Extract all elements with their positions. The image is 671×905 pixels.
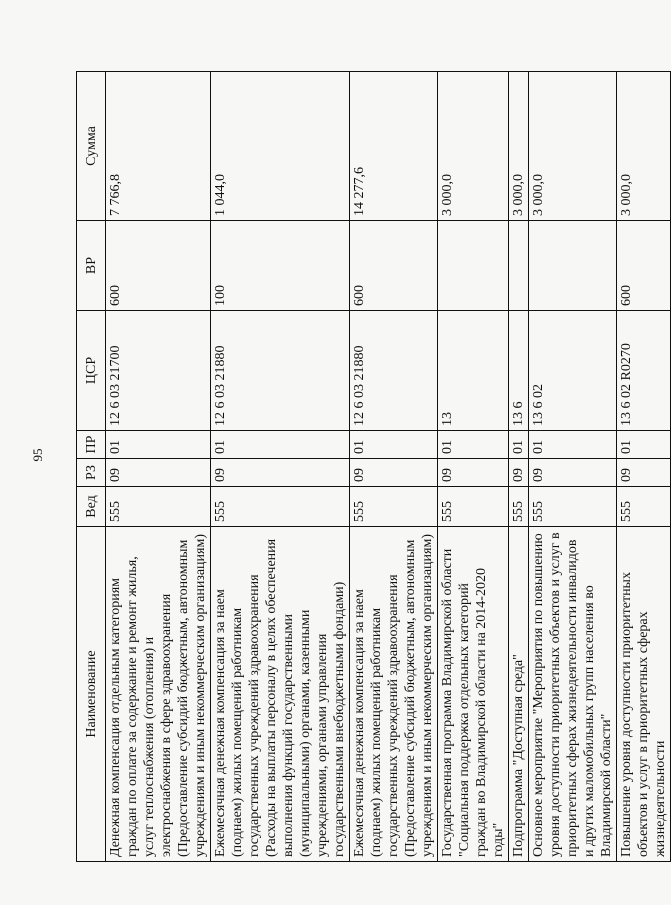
cell-csr: 13 6 02 [529, 311, 617, 431]
cell-name: Ежемесячная денежная компенсация за наем (поднаем) жилых помещений работникам государственных учреждений здравоохранения (Предоставление субсидий бюджетным, автономным учреждениям и иным некоммерческим организациям) [350, 527, 438, 862]
cell-rz: 09 [211, 459, 350, 487]
cell-csr: 12 6 03 21880 [211, 311, 350, 431]
budget-table [76, 71, 671, 862]
cell-ved: 555 [509, 487, 529, 527]
cell-rz: 09 [529, 459, 617, 487]
cell-name: Государственная программа Владимирской области "Социальная поддержка отдельных категорий граждан во Владимирской области на 2014-2020 годы" [438, 527, 509, 862]
page-number: 95 [30, 448, 45, 462]
cell-csr: 12 6 03 21880 [350, 311, 438, 431]
cell-sum: 3 000,0 [617, 72, 671, 221]
header-name: Наименование [77, 527, 106, 862]
cell-pr: 01 [106, 431, 211, 459]
cell-csr: 13 6 [509, 311, 529, 431]
cell-sum: 3 000,0 [509, 72, 529, 221]
cell-pr: 01 [617, 431, 671, 459]
cell-sum: 3 000,0 [529, 72, 617, 221]
cell-name: Подпрограмма "Доступная среда" [509, 527, 529, 862]
table-row [529, 72, 617, 862]
cell-pr: 01 [529, 431, 617, 459]
table-row [350, 72, 438, 862]
cell-sum: 1 044,0 [211, 72, 350, 221]
cell-pr: 01 [211, 431, 350, 459]
cell-ved: 555 [529, 487, 617, 527]
header-ved: Вед [77, 487, 106, 527]
cell-name: Основное мероприятие "Мероприятия по повышению уровня доступности приоритетных объектов и услуг в приоритетных сферах жизнедеятельности инвалидов и других маломобильных групп населения во Владимирской области" [529, 527, 617, 862]
cell-vr [438, 221, 509, 311]
cell-csr: 13 6 02 R0270 [617, 311, 671, 431]
cell-sum: 7 766,8 [106, 72, 211, 221]
cell-ved: 555 [106, 487, 211, 527]
table-container [76, 72, 668, 862]
table-row [438, 72, 509, 862]
cell-pr: 01 [350, 431, 438, 459]
cell-name: Повышение уровня доступности приоритетных объектов и услуг в приоритетных сферах жизнедеятельности [617, 527, 671, 862]
header-sum: Сумма [77, 72, 106, 221]
cell-vr: 600 [106, 221, 211, 311]
table-row [106, 72, 211, 862]
cell-rz: 09 [350, 459, 438, 487]
header-vr: ВР [77, 221, 106, 311]
header-pr: ПР [77, 431, 106, 459]
cell-sum: 3 000,0 [438, 72, 509, 221]
cell-pr: 01 [509, 431, 529, 459]
table-row [211, 72, 350, 862]
cell-rz: 09 [509, 459, 529, 487]
cell-csr: 13 [438, 311, 509, 431]
cell-name: Денежная компенсация отдельным категориям граждан по оплате за содержание и ремонт жилья, услуг теплоснабжения (отопления) и электроснабжения в сфере здравоохранения (Предоставление субсидий бюджетным, автономным учреждениям и иным некоммерческим организациям) [106, 527, 211, 862]
table-row [509, 72, 529, 862]
table-header-row [77, 72, 106, 862]
header-rz: РЗ [77, 459, 106, 487]
cell-vr [529, 221, 617, 311]
cell-pr: 01 [438, 431, 509, 459]
cell-ved: 555 [617, 487, 671, 527]
header-csr: ЦСР [77, 311, 106, 431]
cell-ved: 555 [438, 487, 509, 527]
cell-csr: 12 6 03 21700 [106, 311, 211, 431]
cell-sum: 14 277,6 [350, 72, 438, 221]
cell-ved: 555 [350, 487, 438, 527]
cell-vr: 100 [211, 221, 350, 311]
cell-rz: 09 [438, 459, 509, 487]
cell-vr [509, 221, 529, 311]
cell-vr: 600 [617, 221, 671, 311]
cell-ved: 555 [211, 487, 350, 527]
table-row [617, 72, 671, 862]
cell-vr: 600 [350, 221, 438, 311]
cell-rz: 09 [617, 459, 671, 487]
cell-rz: 09 [106, 459, 211, 487]
cell-name: Ежемесячная денежная компенсация за наем (поднаем) жилых помещений работникам государственных учреждений здравоохранения (Расходы на выплаты персоналу в целях обеспечения выполнения функций государственными (муниципальными) органами, казенными учреждениями, органами управления государственными внебюджетными фондами) [211, 527, 350, 862]
